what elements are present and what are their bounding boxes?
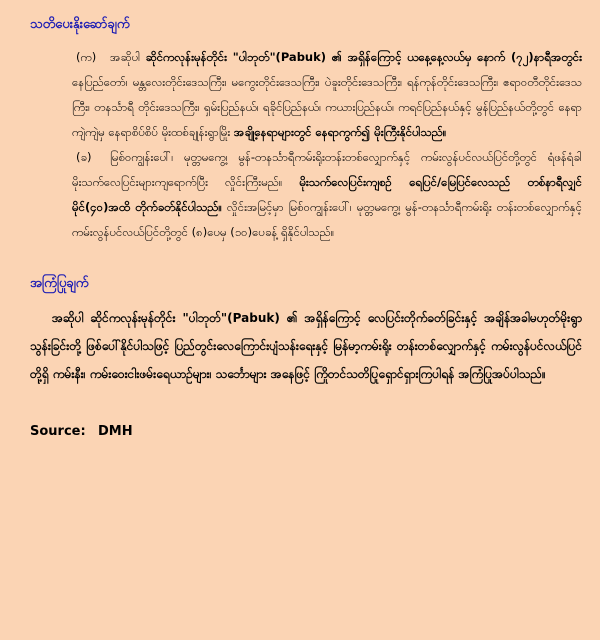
forecast-paragraph-2	[30, 145, 582, 245]
paragraph-text: နေပြည်တော်၊ မန္တလေးတိုင်းဒေသကြီး၊ မကွေးတိုင်းဒေသကြီး၊ ပဲခူးတိုင်းဒေသကြီး၊ ရန်ကုန်တိုင်းဒေသကြီး၊ ဧရာဝတီတိုင်းဒေသကြီး၊ တနင်္သာရီ တိုင်းဒေသကြီး၊ ရှမ်းပြည်နယ်၊ ရခိုင်ပြည်နယ်၊ ကယားပြည်နယ်၊ ကရင်ပြည်နယ်နှင့် မွန်ပြည်နယ်တို့တွင် နေရာကျဲကျဲမှ နေရာစိပ်စိပ် မိုးထစ်ချုန်းရွာမြိုး	[72, 75, 582, 139]
spacer	[30, 245, 582, 269]
source-label: Source:	[30, 424, 86, 439]
advice-paragraph	[30, 304, 582, 388]
paragraph-bold-text: ဆိုင်ကလုန်းမုန်တိုင်း "ပါဘုတ်"(Pabuk) ၏ အရှိန်ကြောင့် ယနေ့နေ့လယ်မှ နောက် (၇၂)နာရီအတွင်း	[145, 50, 582, 64]
paragraph-text: လှိုင်းအမြင့်မှာ မြစ်ဝကျွန်းပေါ်၊ မုတ္တမကွေ့၊ မွန်-တနင်္သာရီကမ်းရိုး တန်းတစ်လျှောက်နှင့် ကမ်းလွန်ပင်လယ်ပြင်တို့တွင် (၈)ပေမှ (၁၀)ပေခန့် ရှိနိုင်ပါသည်။	[72, 200, 582, 239]
paragraph-text: မြစ်ဝကျွန်းပေါ်၊ မုတ္တမကွေ့၊ မွန်-တနင်္သာရီကမ်းရိုးတန်းတစ်လျှောက်နှင့် ကမ်းလွန်ပင်လယ်ပြင်တို့တွင် ရံဖန်ရံခါ မိုးသက်လေပြင်းများကျရောက်ပြီး လှိုင်းကြီးမည်။	[72, 150, 582, 189]
warning-heading: သတိပေးနိုးဆော်ချက်	[30, 17, 130, 32]
source-value: DMH	[98, 424, 133, 439]
advice-heading: အကြံပြုချက်	[30, 276, 89, 291]
paragraph-number: (က)	[76, 50, 97, 64]
paragraph-text: အဆိုပါ	[110, 50, 146, 64]
source-line	[30, 424, 582, 439]
paragraph-bold-text: မိုးသက်လေပြင်းကျစဉ် ရေပြင်/မြေပြင်လေသည် တစ်နာရီလျှင် မိုင်(၄၀)အထိ တိုက်ခတ်နိုင်ပါသည်။	[72, 175, 582, 214]
advice-bold-text: အဆိုပါ ဆိုင်ကလုန်းမုန်တိုင်း "ပါဘုတ်"(Pabuk) ၏ အရှိန်ကြောင့် လေပြင်းတိုက်ခတ်ခြင်းနှင့် အချိန်အခါမဟုတ်မိုးရွာသွန်းခြင်းတို့ ဖြစ်ပေါ်နိုင်ပါသဖြင့် ပြည်တွင်းလေကြောင်းပျံသန်းရေးနှင့် မြန်မာ့ကမ်းရိုး တန်းတစ်လျှောက်နှင့် ကမ်းလွန်ပင်လယ်ပြင်တို့ရှိ ကမ်းနီး၊ ကမ်းဝေးငါးဖမ်းရေယာဉ်များ၊ သင်္ဘောများ အနေဖြင့် ကြိုတင်သတိပြုရှောင်ရှားကြပါရန် အကြံပြုအပ်ပါသည်။	[30, 311, 582, 381]
forecast-paragraph-1	[30, 45, 582, 145]
paragraph-bold-text: အချို့နေရာများတွင် နေရာကွက်၍ မိုးကြီးနိုင်ပါသည်။	[233, 125, 447, 139]
paragraph-number: (ခ)	[76, 150, 92, 164]
